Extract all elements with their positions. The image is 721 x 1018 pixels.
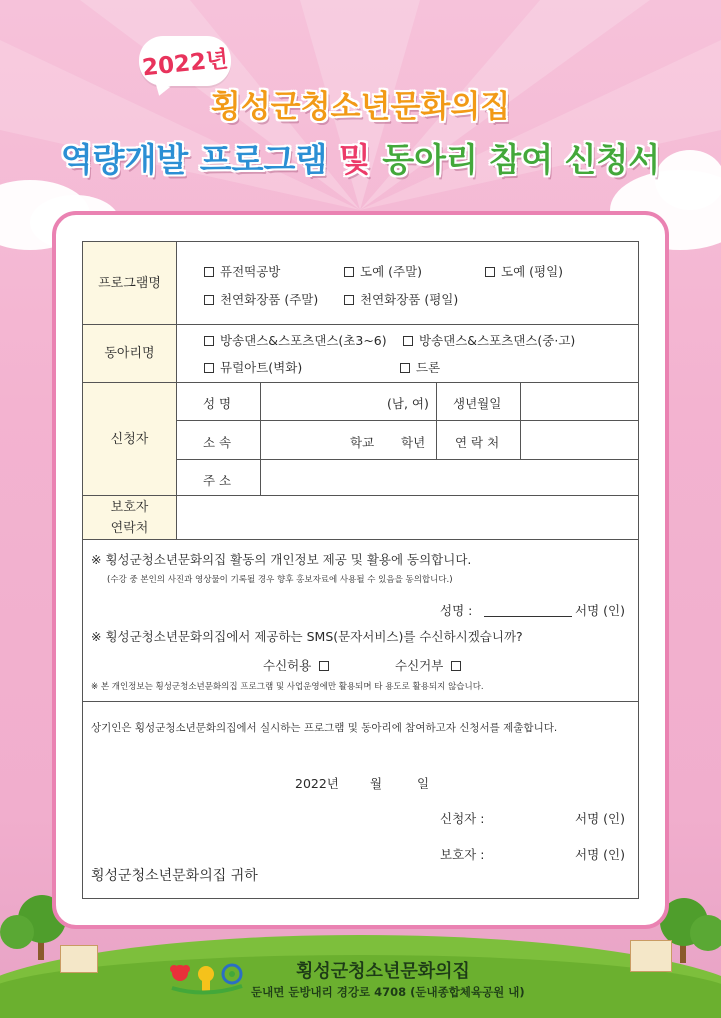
title-organization: 횡성군청소년문화의집 [210,89,511,125]
applicant-label: 신청자 [83,383,177,495]
club-option-2[interactable] [403,331,575,349]
declaration-section [83,702,638,898]
checkbox[interactable] [319,661,329,671]
checkbox[interactable] [204,267,214,277]
contact-label: 연 락 처 [455,435,500,450]
school-text: 학교 [350,435,375,450]
guardian-row [83,496,638,540]
sms-allow-label: 수신허용 [263,658,312,673]
checkbox[interactable] [204,363,214,373]
applicant-col-line-1 [260,383,261,495]
program-option-3[interactable] [485,262,563,280]
sms-title: ※ 횡성군청소년문화의집에서 제공하는 SMS(문자서비스)를 수신하시겠습니까? [91,629,523,644]
checkbox[interactable] [400,363,410,373]
consent-name-label: 성명 : [440,603,473,618]
sms-allow-option[interactable] [263,656,335,674]
gender-text: (남, 여) [387,396,429,411]
grade-text: 학년 [401,435,426,450]
address-label: 주 소 [203,473,232,488]
guardian-label-line1: 보호자 [110,499,149,515]
program-row [83,242,638,325]
checkbox[interactable] [451,661,461,671]
program-option-2[interactable] [344,262,422,280]
privacy-consent-note: (수강 중 본인의 사진과 영상물이 기록될 경우 향후 홍보자료에 사용될 수 있음을 동의합니다.) [107,575,453,585]
tree-right-2 [690,915,721,951]
date-month: 월 [370,776,383,791]
year-badge [139,36,231,86]
club-option-4[interactable] [400,358,440,376]
applicant-sign[interactable]: 서명 (인) [575,811,625,826]
date-year: 2022년 [295,776,339,791]
option-label: 도예 (주말) [360,264,423,279]
program-option-5[interactable] [344,290,458,308]
checkbox[interactable] [204,295,214,305]
house-left [60,945,98,973]
affiliation-label: 소 속 [203,435,232,450]
organization-logo-icon [168,960,246,996]
checkbox[interactable] [485,267,495,277]
sms-deny-option[interactable] [395,656,467,674]
guardian-contact-field[interactable] [180,498,635,536]
tree-left-2 [0,915,34,949]
title-part-and: 및 [338,140,371,179]
name-label: 성 명 [203,396,232,411]
title-part-club: 동아리 참여 신청서 [382,140,661,179]
club-option-3[interactable] [204,358,302,376]
year-badge-text: 2022년 [141,46,230,82]
option-label: 천연화장품 (주말) [220,292,319,307]
consent-sign-label: 서명 (인) [575,603,625,618]
option-label: 천연화장품 (평일) [360,292,459,307]
consent-section [83,540,638,702]
applicant-divider-2 [177,459,638,460]
guardian-sign-label: 보호자 : [440,847,485,862]
addressee: 횡성군청소년문화의집 귀하 [91,868,258,884]
applicant-divider-1 [177,420,638,421]
address-field[interactable] [263,462,633,492]
option-label: 방송댄스&스포츠댄스(중·고) [419,333,576,348]
date-day: 일 [417,776,430,791]
declaration-statement: 상기인은 횡성군청소년문화의집에서 실시하는 프로그램 및 동아리에 참여하고자 신청서를 제출합니다. [91,722,558,734]
program-label: 프로그램명 [83,242,177,324]
applicant-block [83,383,638,496]
club-row [83,325,638,383]
program-option-4[interactable] [204,290,318,308]
consent-name-line[interactable] [484,616,572,617]
application-form [82,241,639,899]
title-form-name [0,134,721,181]
birth-field[interactable] [523,385,635,418]
checkbox[interactable] [403,336,413,346]
option-label: 뮤럴아트(벽화) [220,360,303,375]
sms-deny-label: 수신거부 [395,658,444,673]
birth-label: 생년월일 [453,396,502,411]
checkbox[interactable] [344,295,354,305]
guardian-sign[interactable]: 서명 (인) [575,847,625,862]
privacy-footnote: ※ 본 개인정보는 횡성군청소년문화의집 프로그램 및 사업운영에만 활용되며 타 용도로 활용되지 않습니다. [91,682,484,692]
option-label: 도예 (평일) [501,264,564,279]
club-option-1[interactable] [204,331,387,349]
guardian-label-line2: 연락처 [110,520,149,536]
option-label: 드론 [416,360,441,375]
club-label: 동아리명 [83,325,177,382]
checkbox[interactable] [204,336,214,346]
option-label: 방송댄스&스포츠댄스(초3~6) [220,333,387,348]
applicant-col-line-2 [436,383,437,459]
checkbox[interactable] [344,267,354,277]
program-option-1[interactable] [204,262,280,280]
privacy-consent-title: ※ 횡성군청소년문화의집 활동의 개인정보 제공 및 활용에 동의합니다. [91,552,472,567]
applicant-sign-label: 신청자 : [440,811,485,826]
house-right [630,940,672,972]
applicant-col-line-3 [520,383,521,459]
title-part-program: 역량개발 프로그램 [60,140,328,179]
option-label: 퓨전떡공방 [220,264,281,279]
footer-address: 둔내면 둔방내리 경강로 4708 (둔내종합체육공원 내) [251,985,525,999]
footer-org-name: 횡성군청소년문화의집 [296,961,470,982]
contact-field[interactable] [523,423,635,456]
guardian-label [83,496,177,539]
